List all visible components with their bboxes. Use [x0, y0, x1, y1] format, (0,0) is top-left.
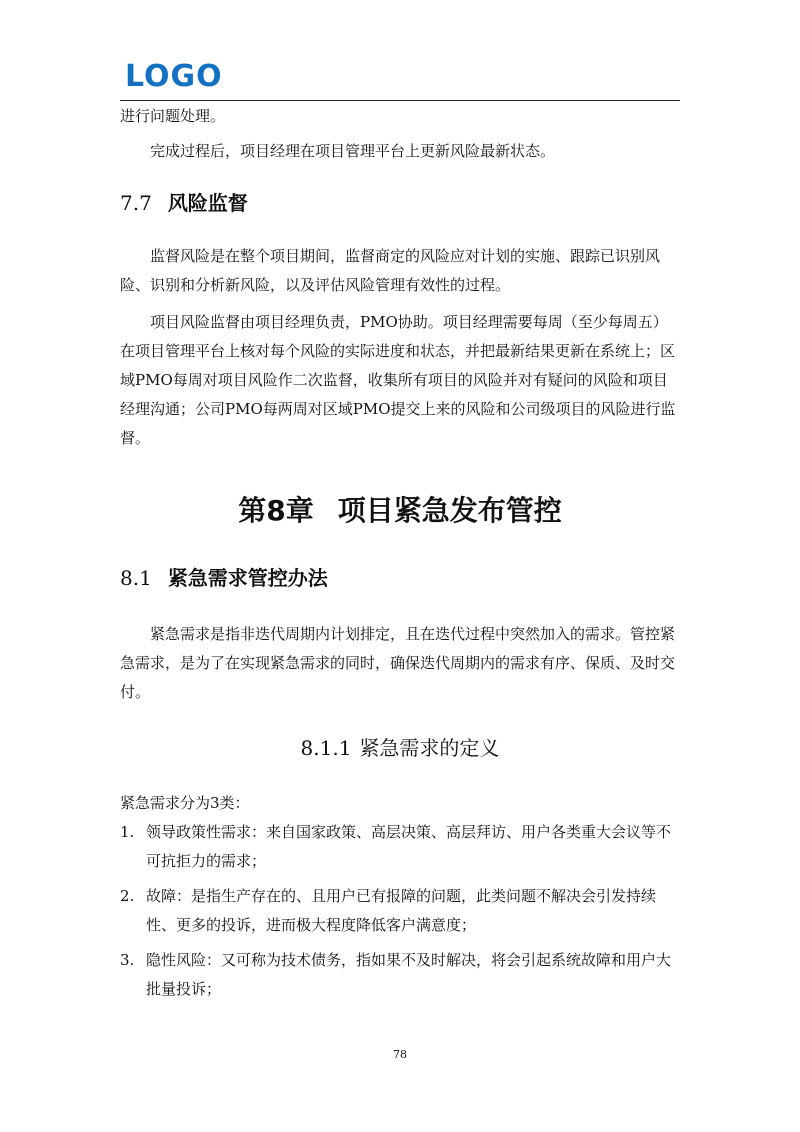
urgent-demand-types-list	[120, 818, 680, 1010]
section-number: 8.1	[120, 566, 152, 590]
list-intro: 紧急需求分为3类：	[120, 794, 250, 812]
continuation-paragraph: 完成过程后，项目经理在项目管理平台上更新风险最新状态。	[150, 142, 556, 160]
list-item	[120, 818, 680, 876]
section-heading-8-1	[120, 568, 328, 588]
list-marker: 2.	[120, 887, 135, 905]
section-number: 7.7	[120, 191, 152, 215]
page-number: 78	[393, 1048, 407, 1061]
list-marker: 3.	[120, 951, 135, 969]
section-title: 紧急需求管控办法	[167, 566, 328, 590]
company-logo: LOGO	[125, 59, 223, 94]
chapter-title: 项目紧急发布管控	[337, 494, 562, 527]
section-heading-7-7	[120, 193, 248, 213]
subsection-number: 8.1.1	[300, 736, 352, 760]
list-marker: 1.	[120, 823, 135, 841]
chapter-heading	[0, 494, 800, 527]
section-title: 风险监督	[167, 191, 248, 215]
continuation-text: 进行问题处理。	[120, 107, 226, 125]
chapter-number: 第8章	[238, 494, 314, 527]
urgent-demand-paragraph: 紧急需求是指非迭代周期内计划排定，且在迭代过程中突然加入的需求。管控紧急需求，是为了在实现紧急需求的同时，确保迭代周期内的需求有序、保质、及时交付。	[120, 625, 676, 701]
risk-monitoring-paragraph-1: 监督风险是在整个项目期间，监督商定的风险应对计划的实施、跟踪已识别风险、识别和分析新风险，以及评估风险管理有效性的过程。	[120, 247, 661, 294]
list-item	[120, 882, 680, 940]
header-divider	[120, 100, 680, 101]
list-item-text: 故障：是指生产存在的、且用户已有报障的问题，此类问题不解决会引发持续性、更多的投诉，进而极大程度降低客户满意度；	[146, 887, 657, 934]
risk-monitoring-paragraph-2: 项目风险监督由项目经理负责，PMO协助。项目经理需要每周（至少每周五）在项目管理平台上核对每个风险的实际进度和状态，并把最新结果更新在系统上；区域PMO每周对项目风险作二次监督，收集所有项目的风险并对有疑问的风险和项目经理沟通；公司PMO每两周对区域PMO提交上来的风险和公司级项目的风险进行监督。	[120, 313, 676, 447]
list-item-text: 领导政策性需求：来自国家政策、高层决策、高层拜访、用户各类重大会议等不可抗拒力的需求；	[146, 823, 672, 870]
subsection-title: 紧急需求的定义	[359, 736, 500, 760]
subsection-heading-8-1-1	[0, 738, 800, 758]
list-item-text: 隐性风险：又可称为技术债务，指如果不及时解决，将会引起系统故障和用户大批量投诉；	[146, 951, 672, 998]
list-item	[120, 946, 680, 1004]
